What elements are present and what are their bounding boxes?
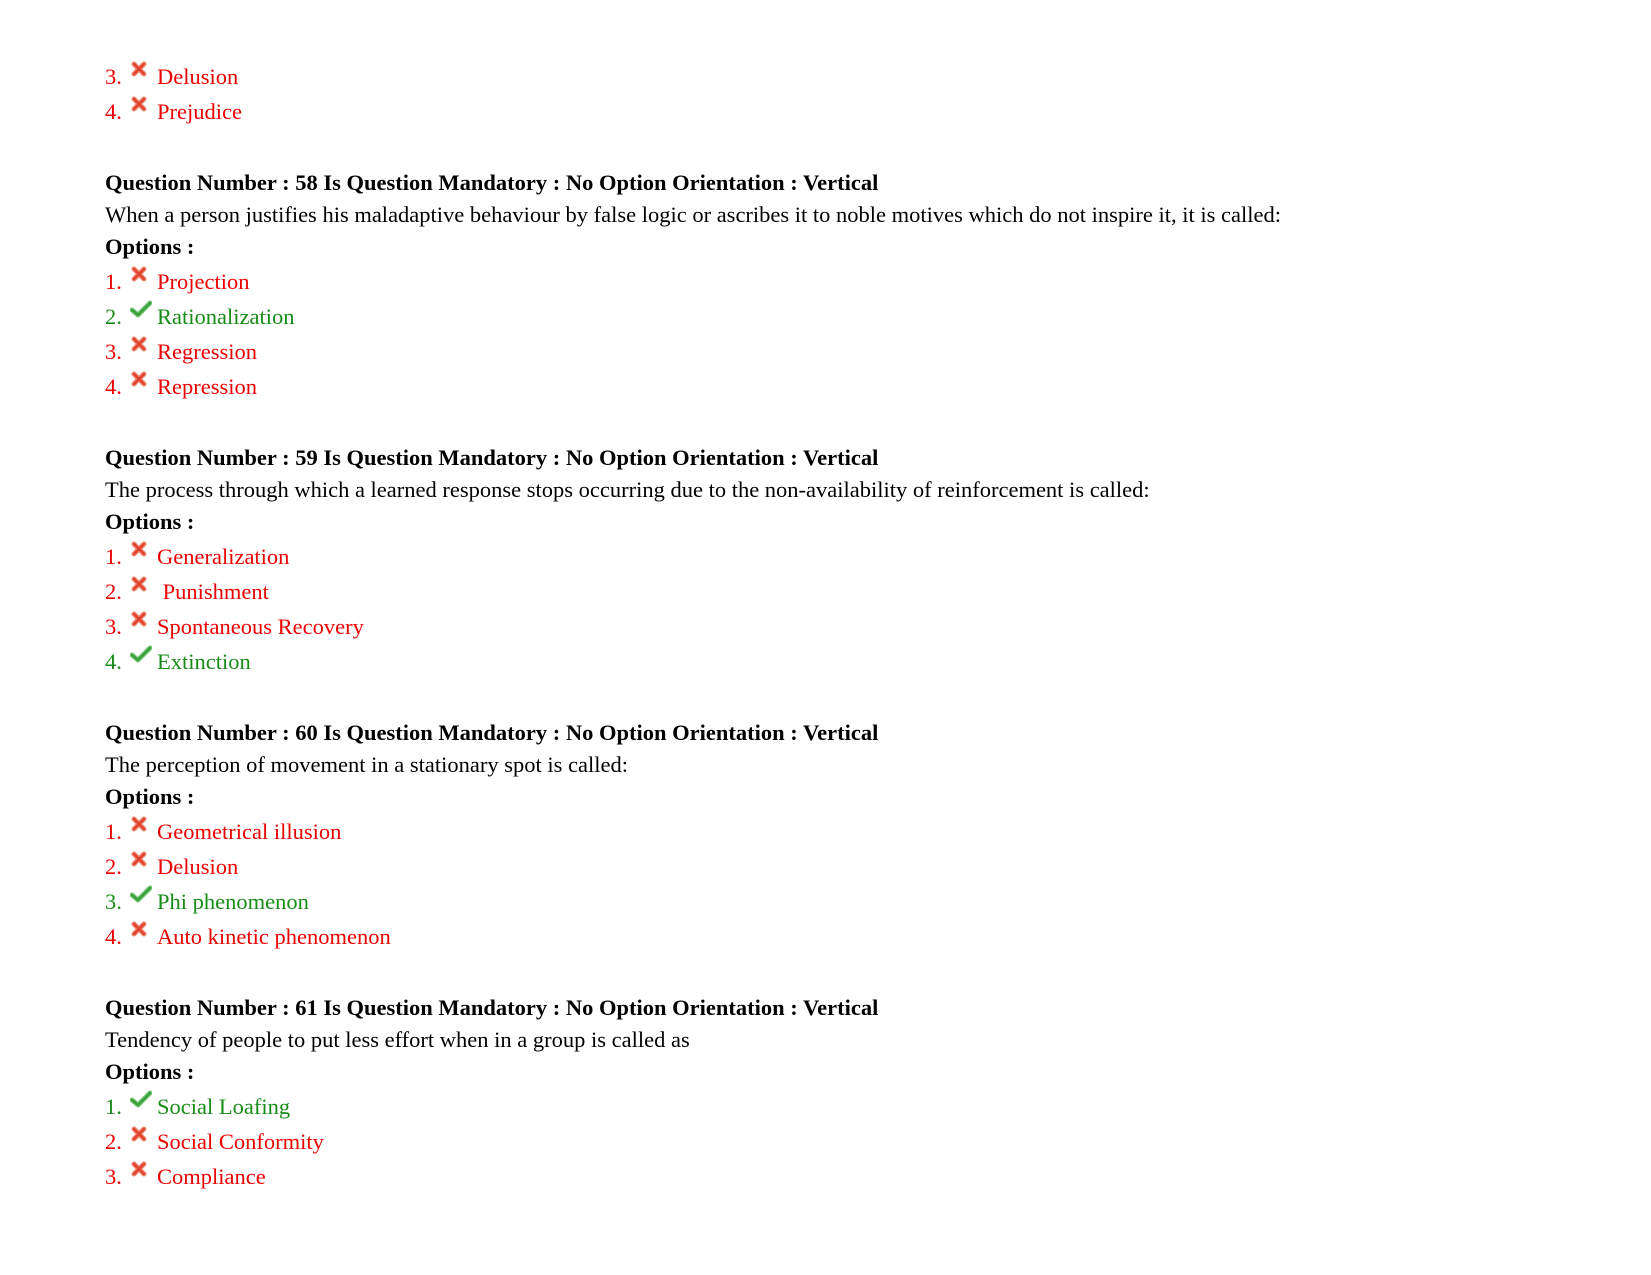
- option-number: 4.: [105, 924, 122, 949]
- questions-container: [105, 167, 1611, 1194]
- option-number: 3.: [105, 889, 122, 914]
- document-page: [105, 58, 1611, 1194]
- option-number: 2.: [105, 579, 122, 604]
- option-text: Geometrical illusion: [157, 819, 342, 844]
- option-text: Social Loafing: [157, 1094, 291, 1119]
- option-text: Auto kinetic phenomenon: [157, 924, 391, 949]
- option-item: [105, 644, 1611, 679]
- option-number: 4.: [105, 99, 122, 124]
- cross-icon: [130, 335, 152, 357]
- option-text: Rationalization: [157, 304, 295, 329]
- question-block: [105, 167, 1611, 404]
- question-header: Question Number : 58 Is Question Mandatory : No Option Orientation : Vertical: [105, 170, 879, 195]
- option-number: 1.: [105, 269, 122, 294]
- options-label: Options :: [105, 784, 195, 809]
- question-block: [105, 717, 1611, 954]
- option-number: 3.: [105, 64, 122, 89]
- cross-icon: [130, 815, 152, 837]
- option-number: 3.: [105, 339, 122, 364]
- option-number: 2.: [105, 1129, 122, 1154]
- cross-icon: [130, 540, 152, 562]
- option-text: Compliance: [157, 1164, 266, 1189]
- option-item: [105, 919, 1611, 954]
- question-text: Tendency of people to put less effort when in a group is called as: [105, 1027, 690, 1052]
- option-number: 1.: [105, 819, 122, 844]
- cross-icon: [130, 370, 152, 392]
- option-text: Punishment: [157, 579, 269, 604]
- option-item: [105, 94, 1611, 129]
- check-icon: [130, 300, 152, 322]
- option-text: Generalization: [157, 544, 290, 569]
- option-item: [105, 539, 1611, 574]
- option-text: Social Conformity: [157, 1129, 324, 1154]
- option-item: [105, 369, 1611, 404]
- question-header: Question Number : 60 Is Question Mandatory : No Option Orientation : Vertical: [105, 720, 879, 745]
- question-header: Question Number : 59 Is Question Mandatory : No Option Orientation : Vertical: [105, 445, 879, 470]
- options-list: [105, 264, 1611, 404]
- option-item: [105, 1124, 1611, 1159]
- option-item: [105, 334, 1611, 369]
- option-number: 1.: [105, 1094, 122, 1119]
- check-icon: [130, 645, 152, 667]
- cross-icon: [130, 575, 152, 597]
- option-number: 3.: [105, 1164, 122, 1189]
- option-item: [105, 1159, 1611, 1194]
- option-text: Spontaneous Recovery: [157, 614, 364, 639]
- question-text: When a person justifies his maladaptive behaviour by false logic or ascribes it to noble motives which do not inspire it, it is called:: [105, 202, 1281, 227]
- cross-icon: [130, 610, 152, 632]
- option-text: Prejudice: [157, 99, 242, 124]
- option-number: 4.: [105, 374, 122, 399]
- option-number: 2.: [105, 854, 122, 879]
- cross-icon: [130, 60, 152, 82]
- options-label: Options :: [105, 509, 195, 534]
- option-text: Delusion: [157, 64, 239, 89]
- option-number: 1.: [105, 544, 122, 569]
- option-item: [105, 574, 1611, 609]
- question-text: The process through which a learned response stops occurring due to the non-availability of reinforcement is called:: [105, 477, 1150, 502]
- option-item: [105, 609, 1611, 644]
- option-text: Delusion: [157, 854, 239, 879]
- option-item: [105, 1089, 1611, 1124]
- option-number: 2.: [105, 304, 122, 329]
- question-text: The perception of movement in a stationary spot is called:: [105, 752, 628, 777]
- option-item: [105, 264, 1611, 299]
- option-text: Phi phenomenon: [157, 889, 309, 914]
- options-list: [105, 539, 1611, 679]
- question-header: Question Number : 61 Is Question Mandatory : No Option Orientation : Vertical: [105, 995, 879, 1020]
- check-icon: [130, 1090, 152, 1112]
- cross-icon: [130, 1160, 152, 1182]
- option-item: [105, 849, 1611, 884]
- options-list: [105, 814, 1611, 954]
- option-text: Regression: [157, 339, 257, 364]
- option-number: 3.: [105, 614, 122, 639]
- option-item: [105, 884, 1611, 919]
- question-block: [105, 442, 1611, 679]
- option-item: [105, 299, 1611, 334]
- cross-icon: [130, 265, 152, 287]
- cross-icon: [130, 1125, 152, 1147]
- cross-icon: [130, 850, 152, 872]
- check-icon: [130, 885, 152, 907]
- cross-icon: [130, 920, 152, 942]
- options-label: Options :: [105, 1059, 195, 1084]
- option-text: Projection: [157, 269, 250, 294]
- leading-options-list: [105, 59, 1611, 129]
- option-text: Extinction: [157, 649, 251, 674]
- option-item: [105, 814, 1611, 849]
- question-block: [105, 992, 1611, 1194]
- option-text: Repression: [157, 374, 257, 399]
- option-item: [105, 59, 1611, 94]
- option-number: 4.: [105, 649, 122, 674]
- options-label: Options :: [105, 234, 195, 259]
- options-list: [105, 1089, 1611, 1194]
- cross-icon: [130, 95, 152, 117]
